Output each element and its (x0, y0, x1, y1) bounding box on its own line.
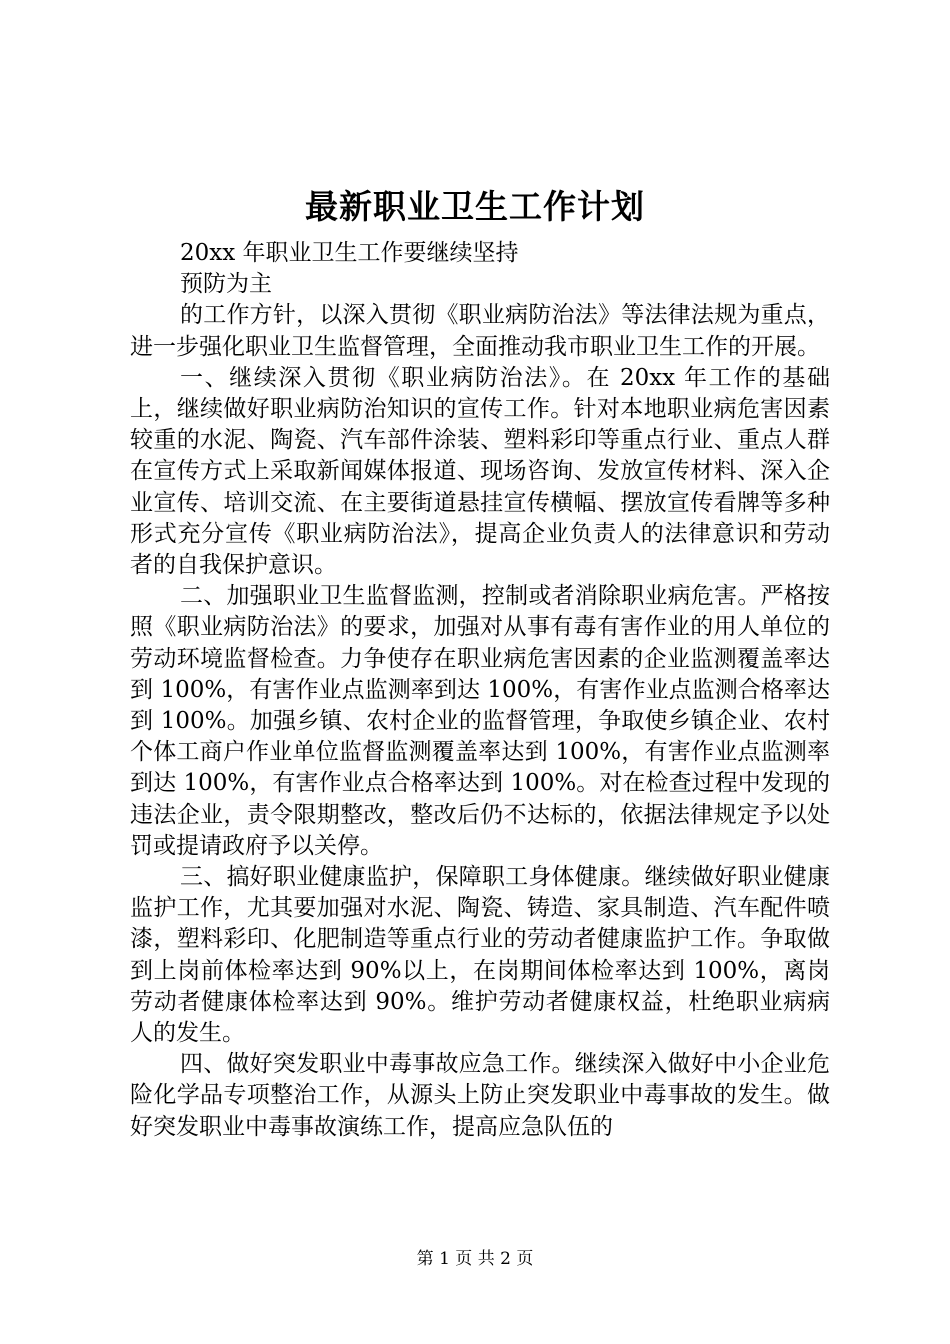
page-number-footer: 第 1 页 共 2 页 (416, 1249, 534, 1269)
document-title: 最新职业卫生工作计划 (305, 187, 645, 226)
paragraph-section-4: 四、做好突发职业中毒事故应急工作。继续深入做好中小企业危险化学品专项整治工作，从源头上防止突发职业中毒事故的发生。做好突发职业中毒事故演练工作，提高应急队伍的 (130, 1051, 830, 1140)
paragraph-section-2: 二、加强职业卫生监督监测，控制或者消除职业病危害。严格按照《职业病防治法》的要求，加强对从事有毒有害作业的用人单位的劳动环境监督检查。力争使存在职业病危害因素的企业监测覆盖率达到 100%，有害作业点监测率到达 100%，有害作业点监测合格率达到 100%。加强乡镇、农村企业的监督管理，争取使乡镇企业、农村个体工商户作业单位监督监测覆盖率达到 100%，有害作业点监测率到达 100%，有害作业点合格率达到 100%。对在检查过程中发现的违法企业，责令限期整改，整改后仍不达标的，依据法律规定予以处罚或提请政府予以关停。 (130, 583, 830, 859)
paragraph-lead-1: 20xx 年职业卫生工作要继续坚持 (180, 240, 519, 266)
paragraph-lead-2: 预防为主 (180, 271, 272, 298)
paragraph-intro: 的工作方针，以深入贯彻《职业病防治法》等法律法规为重点，进一步强化职业卫生监督管理，全面推动我市职业卫生工作的开展。 (130, 302, 830, 360)
paragraph-section-3: 三、搞好职业健康监护，保障职工身体健康。继续做好职业健康监护工作，尤其要加强对水泥、陶瓷、铸造、家具制造、汽车配件喷漆，塑料彩印、化肥制造等重点行业的劳动者健康监护工作。争取做到上岗前体检率达到 90%以上，在岗期间体检率达到 100%，离岗劳动者健康体检率达到 90%。维护劳动者健康权益，杜绝职业病病人的发生。 (130, 864, 830, 1047)
paragraph-section-1: 一、继续深入贯彻《职业病防治法》。在 20xx 年工作的基础上，继续做好职业病防治知识的宣传工作。针对本地职业病危害因素较重的水泥、陶瓷、汽车部件涂装、塑料彩印等重点行业、重点人群在宣传方式上采取新闻媒体报道、现场咨询、发放宣传材料、深入企业宣传、培训交流、在主要街道悬挂宣传横幅、摆放宣传看牌等多种形式充分宣传《职业病防治法》，提高企业负责人的法律意识和劳动者的自我保护意识。 (130, 364, 830, 579)
document-body (130, 238, 830, 1143)
